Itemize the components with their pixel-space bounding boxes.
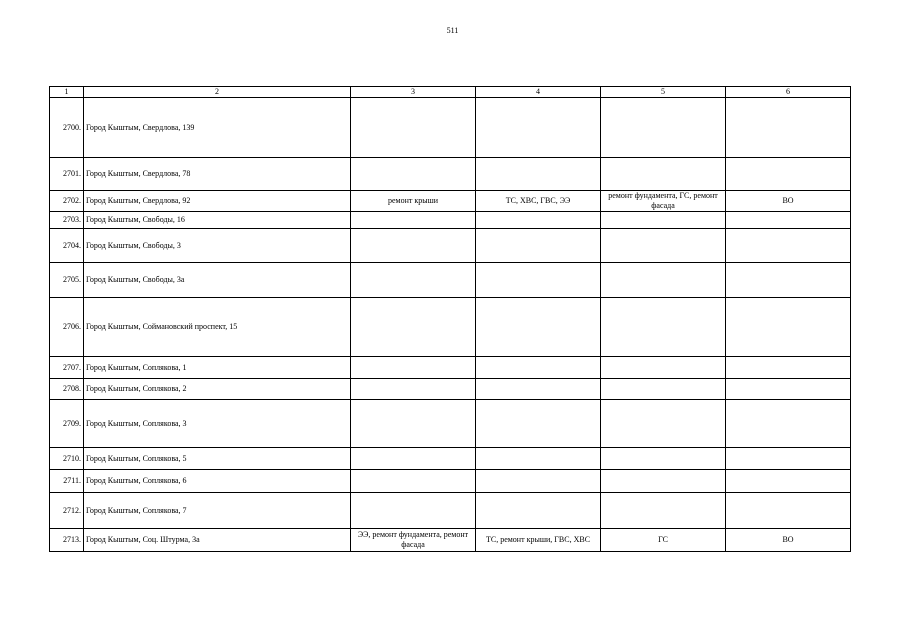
column-4-cell bbox=[476, 98, 601, 158]
column-6-cell bbox=[726, 379, 851, 400]
table-row bbox=[50, 529, 851, 552]
column-3-cell: ремонт крыши bbox=[351, 191, 476, 212]
row-number: 2702. bbox=[50, 191, 84, 212]
row-number: 2712. bbox=[50, 493, 84, 529]
row-number: 2706. bbox=[50, 298, 84, 357]
column-5-cell bbox=[601, 98, 726, 158]
column-5-cell: ГС bbox=[601, 529, 726, 552]
column-4-cell bbox=[476, 493, 601, 529]
table-row bbox=[50, 98, 851, 158]
row-number: 2710. bbox=[50, 448, 84, 470]
column-4-cell bbox=[476, 357, 601, 379]
table-row bbox=[50, 379, 851, 400]
column-5-cell bbox=[601, 357, 726, 379]
address-cell: Город Кыштым, Соплякова, 2 bbox=[84, 379, 351, 400]
row-number: 2707. bbox=[50, 357, 84, 379]
column-3-cell bbox=[351, 448, 476, 470]
table-row bbox=[50, 158, 851, 191]
address-cell: Город Кыштым, Свободы, 3а bbox=[84, 263, 351, 298]
column-6-cell bbox=[726, 263, 851, 298]
table-row bbox=[50, 493, 851, 529]
column-5-cell bbox=[601, 470, 726, 493]
column-4-cell bbox=[476, 400, 601, 448]
column-4-cell bbox=[476, 298, 601, 357]
header-row bbox=[50, 87, 851, 98]
column-6-cell bbox=[726, 357, 851, 379]
row-number: 2713. bbox=[50, 529, 84, 552]
row-number: 2704. bbox=[50, 229, 84, 263]
table-row bbox=[50, 229, 851, 263]
column-6-cell bbox=[726, 158, 851, 191]
column-4-cell bbox=[476, 263, 601, 298]
row-number: 2703. bbox=[50, 212, 84, 229]
address-cell: Город Кыштым, Свободы, 16 bbox=[84, 212, 351, 229]
column-6-cell bbox=[726, 448, 851, 470]
column-3-cell bbox=[351, 158, 476, 191]
column-5-cell bbox=[601, 400, 726, 448]
address-cell: Город Кыштым, Свердлова, 92 bbox=[84, 191, 351, 212]
column-5-cell bbox=[601, 448, 726, 470]
column-3-cell bbox=[351, 493, 476, 529]
column-header: 4 bbox=[476, 87, 601, 98]
row-number: 2711. bbox=[50, 470, 84, 493]
address-cell: Город Кыштым, Соплякова, 1 bbox=[84, 357, 351, 379]
column-6-cell: ВО bbox=[726, 529, 851, 552]
table-row bbox=[50, 298, 851, 357]
column-4-cell bbox=[476, 229, 601, 263]
column-6-cell bbox=[726, 229, 851, 263]
table-row bbox=[50, 448, 851, 470]
address-cell: Город Кыштым, Соц. Штурма, 3а bbox=[84, 529, 351, 552]
column-3-cell bbox=[351, 263, 476, 298]
row-number: 2709. bbox=[50, 400, 84, 448]
column-5-cell bbox=[601, 263, 726, 298]
address-cell: Город Кыштым, Свердлова, 139 bbox=[84, 98, 351, 158]
column-4-cell bbox=[476, 158, 601, 191]
column-5-cell bbox=[601, 212, 726, 229]
table-row bbox=[50, 400, 851, 448]
column-6-cell bbox=[726, 98, 851, 158]
column-4-cell bbox=[476, 379, 601, 400]
column-5-cell bbox=[601, 379, 726, 400]
column-4-cell: ТС, ХВС, ГВС, ЭЭ bbox=[476, 191, 601, 212]
column-6-cell bbox=[726, 298, 851, 357]
table-row bbox=[50, 212, 851, 229]
column-5-cell: ремонт фундамента, ГС, ремонт фасада bbox=[601, 191, 726, 212]
column-header: 5 bbox=[601, 87, 726, 98]
column-3-cell bbox=[351, 379, 476, 400]
row-number: 2700. bbox=[50, 98, 84, 158]
column-5-cell bbox=[601, 229, 726, 263]
address-cell: Город Кыштым, Свердлова, 78 bbox=[84, 158, 351, 191]
column-3-cell bbox=[351, 212, 476, 229]
column-header: 1 bbox=[50, 87, 84, 98]
column-4-cell bbox=[476, 448, 601, 470]
column-header: 6 bbox=[726, 87, 851, 98]
column-6-cell bbox=[726, 400, 851, 448]
column-3-cell bbox=[351, 98, 476, 158]
column-5-cell bbox=[601, 298, 726, 357]
column-3-cell: ЭЭ, ремонт фундамента, ремонт фасада bbox=[351, 529, 476, 552]
column-5-cell bbox=[601, 158, 726, 191]
column-3-cell bbox=[351, 470, 476, 493]
column-4-cell bbox=[476, 212, 601, 229]
address-cell: Город Кыштым, Соймановский проспект, 15 bbox=[84, 298, 351, 357]
row-number: 2705. bbox=[50, 263, 84, 298]
address-cell: Город Кыштым, Соплякова, 5 bbox=[84, 448, 351, 470]
column-6-cell bbox=[726, 470, 851, 493]
column-3-cell bbox=[351, 400, 476, 448]
column-3-cell bbox=[351, 298, 476, 357]
register-table bbox=[49, 86, 851, 552]
column-6-cell bbox=[726, 493, 851, 529]
column-4-cell bbox=[476, 470, 601, 493]
table-row bbox=[50, 357, 851, 379]
address-cell: Город Кыштым, Соплякова, 6 bbox=[84, 470, 351, 493]
column-5-cell bbox=[601, 493, 726, 529]
address-cell: Город Кыштым, Соплякова, 7 bbox=[84, 493, 351, 529]
table-row bbox=[50, 263, 851, 298]
column-3-cell bbox=[351, 229, 476, 263]
address-cell: Город Кыштым, Соплякова, 3 bbox=[84, 400, 351, 448]
column-4-cell: ТС, ремонт крыши, ГВС, ХВС bbox=[476, 529, 601, 552]
page-number: 511 bbox=[446, 26, 459, 35]
column-6-cell bbox=[726, 212, 851, 229]
column-header: 2 bbox=[84, 87, 351, 98]
table-row bbox=[50, 191, 851, 212]
row-number: 2708. bbox=[50, 379, 84, 400]
row-number: 2701. bbox=[50, 158, 84, 191]
table-row bbox=[50, 470, 851, 493]
column-6-cell: ВО bbox=[726, 191, 851, 212]
column-3-cell bbox=[351, 357, 476, 379]
address-cell: Город Кыштым, Свободы, 3 bbox=[84, 229, 351, 263]
column-header: 3 bbox=[351, 87, 476, 98]
